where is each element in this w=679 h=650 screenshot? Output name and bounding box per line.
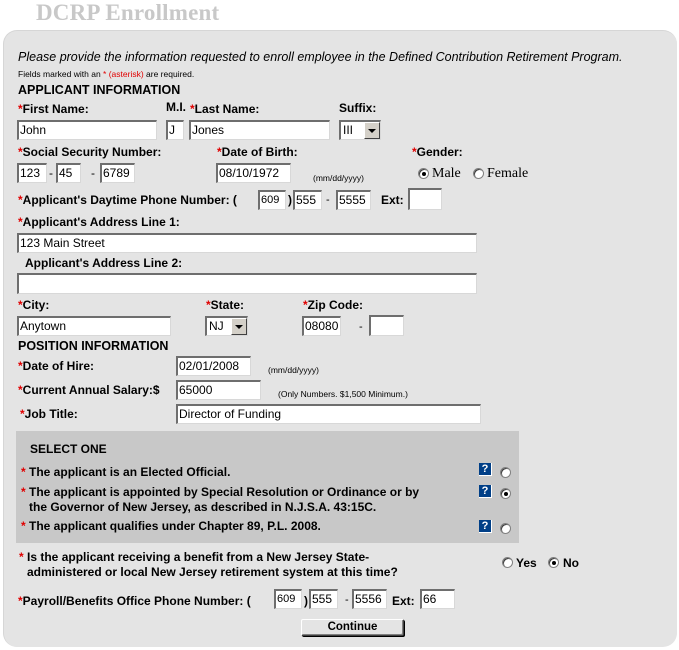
required-asterisk: * <box>18 193 23 207</box>
daytime-phone-label <box>18 193 237 207</box>
option-elected-official <box>21 465 230 479</box>
address1-input[interactable]: 123 Main Street <box>17 233 477 253</box>
job-title-input[interactable]: Director of Funding <box>176 404 481 424</box>
last-name-label-text: Last Name: <box>194 102 260 116</box>
help-icon[interactable]: ? <box>479 520 492 533</box>
benefit-yes-radio[interactable] <box>502 557 513 568</box>
salary-input[interactable]: 65000 <box>176 380 261 400</box>
option-elected-official-text: The applicant is an Elected Official. <box>29 465 231 479</box>
zip-ext-input[interactable] <box>369 315 404 336</box>
city-input[interactable]: Anytown <box>17 316 171 336</box>
daytime-phone-label-text: Applicant's Daytime Phone Number: <box>22 193 230 207</box>
required-asterisk: * <box>412 145 417 159</box>
state-label <box>206 298 244 312</box>
applicant-section-title: APPLICANT INFORMATION <box>18 83 181 97</box>
note-prefix: Fields marked with an <box>18 69 104 79</box>
gender-label-text: Gender: <box>416 145 463 159</box>
address2-label: Applicant's Address Line 2: <box>25 256 183 270</box>
job-title-label-text: Job Title: <box>24 407 78 421</box>
salary-label-text: Current Annual Salary:$ <box>22 383 160 397</box>
city-label <box>18 298 49 312</box>
option-chapter-89 <box>21 519 321 533</box>
chevron-down-icon[interactable] <box>364 122 380 139</box>
zip-label-text: Zip Code: <box>307 298 363 312</box>
address2-input[interactable] <box>17 273 477 294</box>
required-asterisk: * <box>21 485 26 499</box>
ssn-separator: - <box>49 166 53 180</box>
option-chapter-89-text: The applicant qualifies under Chapter 89, P.L. 2008. <box>29 519 321 533</box>
ssn-part2-input[interactable]: 45 <box>56 163 81 183</box>
required-asterisk: * <box>190 102 195 116</box>
phone-separator: - <box>326 194 330 206</box>
phone-ext-input[interactable] <box>408 188 442 210</box>
suffix-select[interactable] <box>339 120 381 140</box>
mi-input[interactable]: J <box>166 120 184 140</box>
gender-female-radio[interactable] <box>473 168 484 179</box>
payroll-ext-label: Ext: <box>392 594 415 608</box>
benefit-question-text: Is the applicant receiving a benefit from a New Jersey State- <box>27 550 370 564</box>
benefit-no-label: No <box>563 556 579 570</box>
note-asterisk: * (asterisk) <box>103 69 144 79</box>
benefit-question-text-2: administered or local New Jersey retirement system at this time? <box>27 565 398 579</box>
mi-label: M.I. <box>166 100 186 114</box>
dob-input[interactable]: 08/10/1972 <box>216 163 291 183</box>
option-special-resolution-radio[interactable] <box>500 488 511 499</box>
payroll-ext-input[interactable]: 66 <box>420 589 455 609</box>
hire-date-input[interactable]: 02/01/2008 <box>176 356 251 376</box>
phone-area-input[interactable]: 609 <box>258 190 286 210</box>
state-value: NJ <box>209 319 224 333</box>
intro-text: Please provide the information requested to enroll employee in the Defined Contribution Retirement Program. <box>18 50 623 64</box>
required-asterisk: * <box>217 145 222 159</box>
gender-male-radio[interactable] <box>418 168 429 179</box>
required-asterisk: * <box>21 465 26 479</box>
ssn-part3-input[interactable]: 6789 <box>100 163 135 183</box>
address1-label <box>18 215 180 229</box>
last-name-label <box>190 102 259 116</box>
page-title: DCRP Enrollment <box>36 0 220 25</box>
position-section-title: POSITION INFORMATION <box>18 339 169 353</box>
option-special-resolution <box>21 485 419 515</box>
required-asterisk: * <box>20 407 25 421</box>
zip-separator: - <box>359 321 363 333</box>
dob-label <box>217 145 298 159</box>
salary-label <box>18 383 160 397</box>
address1-label-text: Applicant's Address Line 1: <box>22 215 180 229</box>
phone-line-input[interactable]: 5555 <box>336 190 371 210</box>
paren-open: ( <box>246 594 251 608</box>
chevron-down-icon[interactable] <box>231 318 247 335</box>
required-note <box>18 69 194 79</box>
payroll-line-input[interactable]: 5556 <box>352 589 387 609</box>
required-asterisk: * <box>18 594 23 608</box>
hire-date-label <box>18 359 94 373</box>
required-asterisk: * <box>18 298 23 312</box>
continue-button[interactable]: Continue <box>301 619 404 636</box>
hire-date-label-text: Date of Hire: <box>22 359 95 373</box>
state-select[interactable] <box>205 316 248 336</box>
gender-male-label: Male <box>432 166 461 181</box>
required-asterisk: * <box>303 298 308 312</box>
required-asterisk: * <box>21 519 26 533</box>
benefit-no-radio[interactable] <box>548 557 559 568</box>
phone-ext-label: Ext: <box>381 193 404 207</box>
option-special-resolution-text: The applicant is appointed by Special Resolution or Ordinance or by <box>29 485 420 499</box>
benefit-question <box>19 550 398 580</box>
required-asterisk: * <box>18 145 23 159</box>
first-name-input[interactable]: John <box>17 120 157 140</box>
paren-close: ) <box>288 193 292 207</box>
suffix-value: III <box>343 123 354 137</box>
payroll-prefix-input[interactable]: 555 <box>309 589 338 609</box>
required-asterisk: * <box>206 298 211 312</box>
dob-format-hint: (mm/dd/yyyy) <box>313 173 364 183</box>
required-asterisk: * <box>18 359 23 373</box>
select-one-title: SELECT ONE <box>30 442 107 456</box>
state-label-text: State: <box>210 298 245 312</box>
zip-input[interactable]: 08080 <box>302 316 341 336</box>
required-asterisk: * <box>18 383 23 397</box>
salary-hint: (Only Numbers. $1,500 Minimum.) <box>278 389 408 399</box>
city-label-text: City: <box>22 298 50 312</box>
gender-female-label: Female <box>487 166 529 181</box>
option-elected-official-radio[interactable] <box>500 467 511 478</box>
required-asterisk: * <box>18 102 23 116</box>
ssn-separator: - <box>91 166 95 180</box>
job-title-label <box>20 407 78 421</box>
payroll-phone-label <box>18 594 251 608</box>
paren-open: ( <box>232 193 237 207</box>
help-icon[interactable]: ? <box>479 463 492 476</box>
paren-close: ) <box>304 594 308 608</box>
first-name-label <box>18 102 89 116</box>
payroll-area-input[interactable]: 609 <box>274 589 302 609</box>
last-name-input[interactable]: Jones <box>189 120 330 140</box>
payroll-separator: - <box>345 594 349 606</box>
help-icon[interactable]: ? <box>479 485 492 498</box>
dob-label-text: Date of Birth: <box>221 145 298 159</box>
option-chapter-89-radio[interactable] <box>500 523 511 534</box>
phone-prefix-input[interactable]: 555 <box>293 190 322 210</box>
benefit-yes-label: Yes <box>516 556 537 570</box>
hire-date-format-hint: (mm/dd/yyyy) <box>268 365 319 375</box>
payroll-phone-label-text: Payroll/Benefits Office Phone Number: <box>22 594 244 608</box>
zip-label <box>303 298 363 312</box>
ssn-label <box>18 145 161 159</box>
ssn-label-text: Social Security Number: <box>22 145 162 159</box>
suffix-label: Suffix: <box>339 101 377 115</box>
required-asterisk: * <box>18 215 23 229</box>
note-suffix: are required. <box>143 69 195 79</box>
gender-label <box>412 145 463 159</box>
ssn-part1-input[interactable]: 123 <box>17 163 47 183</box>
required-asterisk: * <box>19 550 24 564</box>
option-special-resolution-text-2: the Governor of New Jersey, as described in N.J.S.A. 43:15C. <box>29 500 377 514</box>
first-name-label-text: First Name: <box>22 102 89 116</box>
